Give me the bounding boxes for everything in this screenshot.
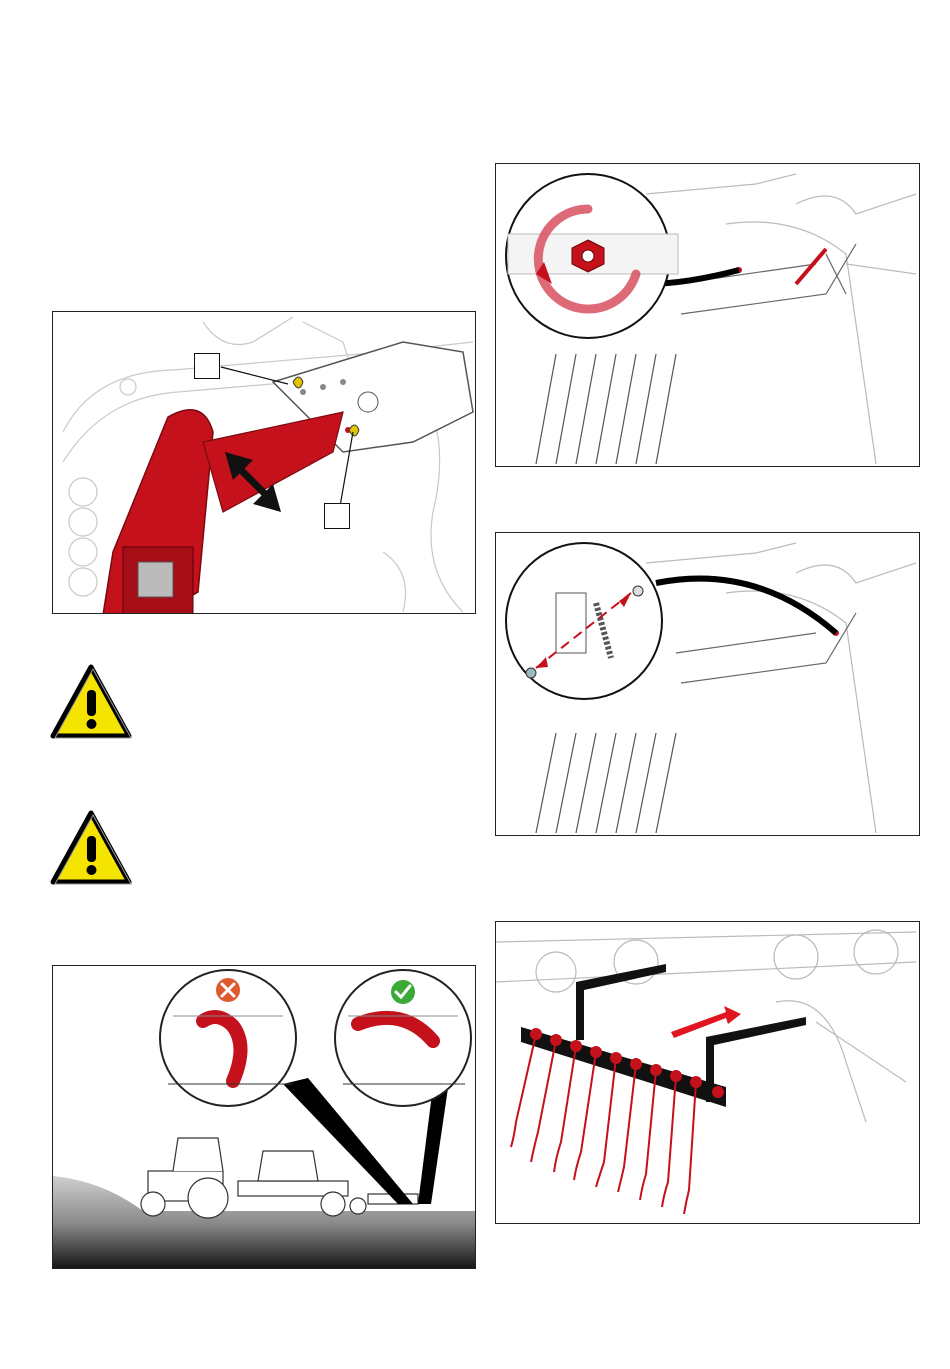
figure-nut-loosen: [495, 163, 920, 467]
figure-harrow-bar: [495, 921, 920, 1224]
check-icon: [390, 979, 416, 1005]
tractor-seeder-illustration: [53, 966, 476, 1269]
figure-bolt-remove: [495, 532, 920, 836]
harrow-bar-illustration: [496, 922, 920, 1224]
cross-icon: [215, 977, 241, 1003]
callout-box-upper: [194, 353, 220, 379]
figure-arm-adjustment: [52, 311, 476, 614]
callout-box-lower: [324, 503, 350, 529]
warning-triangle-icon: [50, 664, 132, 745]
arm-adjustment-illustration: [53, 312, 476, 614]
bolt-removal-illustration: [496, 533, 920, 836]
nut-loosen-illustration: [496, 164, 920, 467]
warning-triangle-icon: [50, 810, 132, 891]
figure-field-position: [52, 965, 476, 1269]
